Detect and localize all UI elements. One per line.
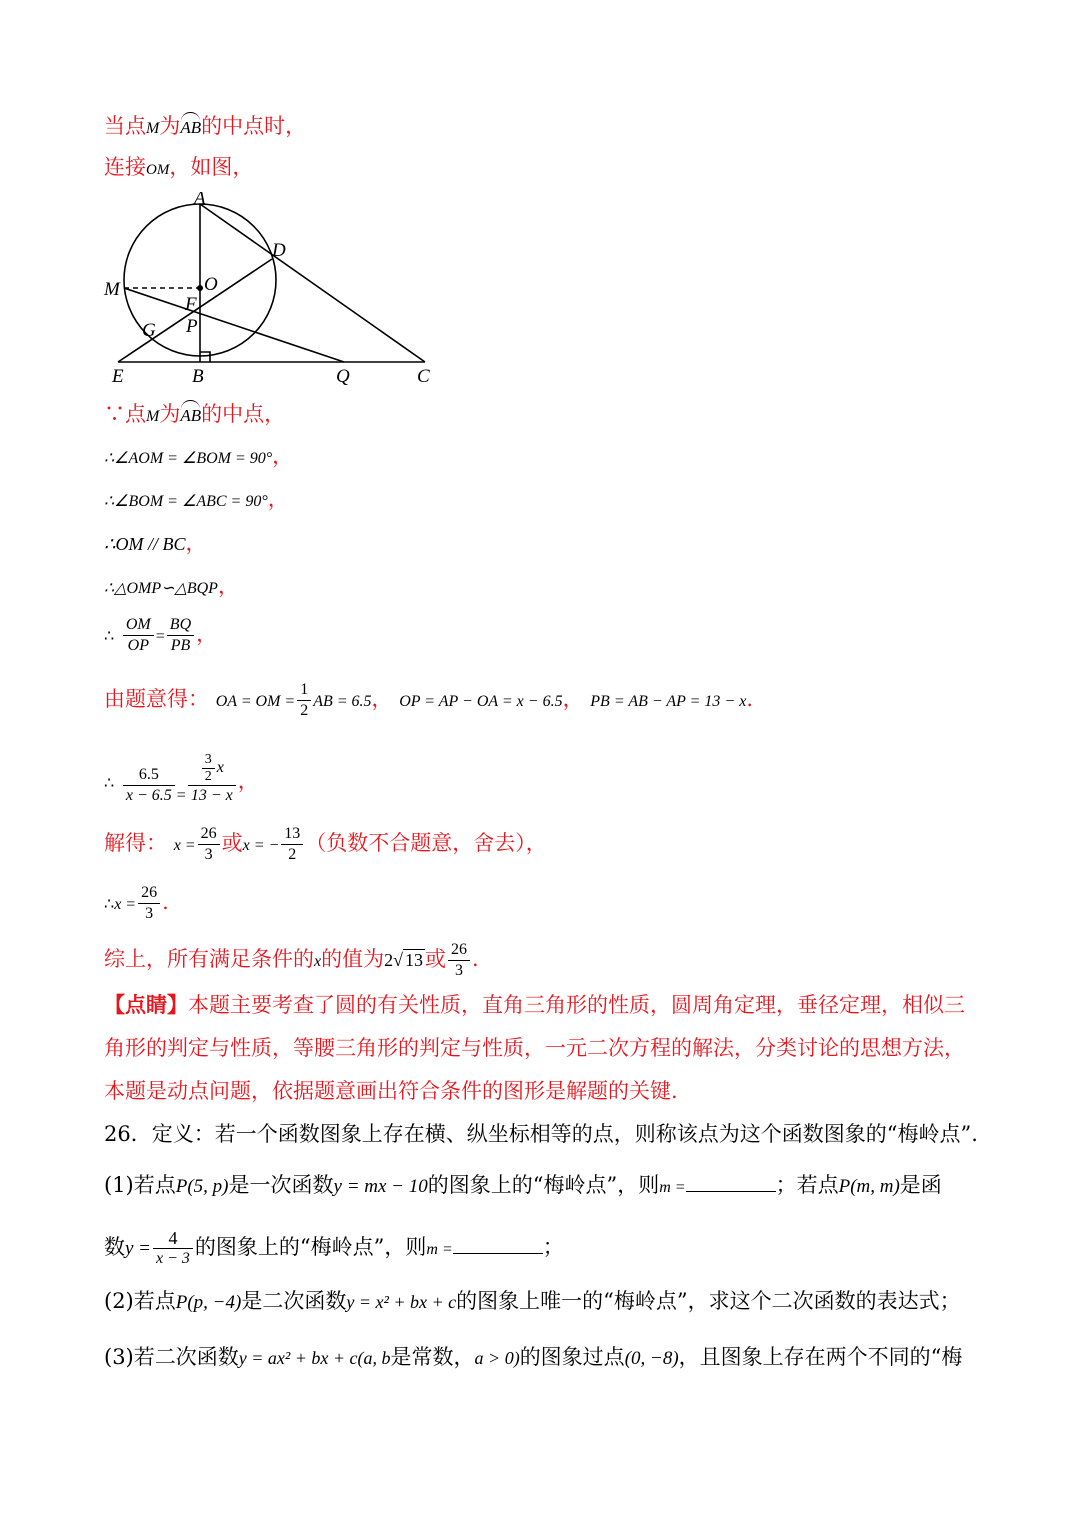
numerator: 26 (451, 941, 467, 958)
math-M: M (146, 120, 160, 137)
numerator (188, 752, 236, 785)
math: ∴∠BOM = ∠ABC = 90° (104, 493, 268, 510)
math: (0, −8) (624, 1348, 679, 1369)
math: ∴△OMP∽△BQP (104, 580, 218, 597)
text: ， (217, 574, 239, 598)
line-therefore-x (104, 883, 169, 924)
text: ∴ (104, 628, 115, 645)
fraction-26-3 (138, 883, 160, 924)
text: 的值为 (321, 947, 385, 971)
question-26-part2 (104, 1287, 961, 1317)
text: 或 (221, 831, 243, 855)
text: 是二次函数 (241, 1289, 347, 1313)
fraction-om-op (123, 615, 154, 656)
denominator: OP (123, 635, 154, 656)
numerator: 6.5 (138, 766, 159, 783)
label-A: A (194, 192, 206, 209)
math: a > 0) (474, 1348, 520, 1368)
text: ； (542, 1235, 564, 1259)
text: ；若点 (775, 1173, 839, 1197)
denominator: 2 (281, 844, 303, 865)
text: ∵点 (104, 402, 146, 426)
math: ∴OM // BC (104, 534, 186, 554)
label-E: E (112, 366, 124, 387)
math: P(p, −4) (175, 1292, 242, 1313)
text: 解得： (104, 831, 167, 855)
geometry-figure (100, 192, 440, 387)
text: 当点 (104, 114, 146, 138)
line-proportion (104, 752, 259, 810)
numerator: 3 (204, 752, 212, 767)
text: 26．定义：若一个函数图象上存在横、纵坐标相等的点，则称该点为这个函数图象的“梅岭点”. (104, 1122, 978, 1146)
math: y = ax² + bx + c(a, b (238, 1348, 391, 1368)
text: ， (267, 487, 289, 511)
arc-AB: AB (180, 110, 201, 142)
denominator: 2 (202, 768, 215, 785)
segment-mq (124, 288, 344, 362)
numerator: 4 (168, 1228, 178, 1248)
fraction-4-over-x-3 (153, 1228, 193, 1269)
question-26-part1-cont (104, 1228, 564, 1269)
denominator: 2 (297, 700, 311, 721)
question-26-definition (104, 1120, 978, 1148)
fraction-26-3 (198, 824, 220, 865)
question-26-part3 (104, 1343, 962, 1373)
text: (2)若点 (104, 1289, 176, 1313)
denominator: 13 − x (188, 785, 236, 806)
text: 为 (159, 402, 181, 426)
line-summary (104, 940, 479, 981)
line-given (104, 680, 753, 721)
numerator: BQ (169, 616, 192, 633)
math: P(5, p) (175, 1176, 229, 1197)
fraction-26-3 (448, 940, 470, 981)
answer-blank-2[interactable] (453, 1235, 543, 1254)
line-since-midpoint (104, 398, 285, 431)
math: AB = 6.5 (313, 693, 372, 710)
denominator: PB (167, 635, 194, 656)
label-P: P (186, 316, 198, 337)
text: ， (237, 769, 259, 793)
denominator: x − 3 (153, 1248, 193, 1269)
text: 是常数， (390, 1345, 475, 1369)
text: ， (371, 687, 393, 711)
math-x: x (314, 953, 322, 970)
line-midpoint-case (104, 110, 306, 143)
text: . (746, 687, 754, 711)
text: ， (185, 531, 207, 555)
fraction-bq-pb (167, 615, 194, 656)
text: 的图象上的“梅岭点”，则 (194, 1235, 427, 1259)
math-OM: OM (146, 162, 170, 178)
line-parallel (104, 529, 206, 558)
text: ∴ (104, 896, 115, 913)
label-D: D (272, 240, 286, 261)
numerator: 26 (141, 884, 158, 901)
math: x = (173, 837, 196, 854)
math: m = (426, 1241, 453, 1258)
text: 的图象过点 (519, 1345, 625, 1369)
segment-ac (200, 204, 425, 362)
fraction-13-2 (281, 824, 303, 865)
math: y = (125, 1238, 152, 1259)
math: y = x² + bx + c (346, 1292, 457, 1312)
numerator: 26 (200, 825, 217, 842)
text: 的中点， (201, 402, 286, 426)
math: OA = OM = (215, 693, 296, 710)
denominator: 3 (448, 960, 470, 981)
math: 2 (384, 950, 394, 970)
comment-label: 【点睛】 (104, 992, 188, 1017)
text: （负数不合题意，舍去）， (305, 831, 547, 855)
arc-AB: AB (180, 398, 201, 430)
line-ratio (104, 615, 217, 656)
text: 或 (425, 947, 446, 971)
math: x = − (242, 837, 280, 854)
math-x: x (216, 759, 224, 777)
math: m = (659, 1179, 686, 1196)
line-similar (104, 572, 239, 603)
text: . (472, 947, 479, 971)
answer-blank-1[interactable] (686, 1173, 776, 1192)
point-o-dot (197, 285, 203, 291)
label-C: C (417, 366, 430, 387)
line-angle-bom (104, 485, 289, 516)
label-G: G (142, 320, 156, 341)
text: ，且图象上存在两个不同的“梅 (678, 1345, 963, 1369)
text: 为 (159, 114, 181, 138)
numerator: OM (125, 616, 151, 633)
math: OP = AP − OA = x − 6.5 (399, 693, 563, 710)
numerator: 1 (300, 681, 309, 698)
math: P(m, m) (838, 1176, 900, 1197)
text: ， (272, 444, 294, 468)
text: . (162, 890, 169, 914)
text: (1)若点 (104, 1173, 176, 1197)
label-M: M (104, 279, 120, 300)
text: 的图象上的“梅岭点”，则 (427, 1173, 660, 1197)
denominator: x − 6.5 (123, 785, 175, 806)
comment-paragraph (104, 983, 976, 1113)
fraction-three-halves-x (188, 752, 236, 806)
label-F: F (185, 294, 197, 315)
math: x = (114, 896, 137, 913)
text: 由题意得： (104, 687, 209, 711)
math: y = mx − 10 (333, 1176, 428, 1197)
text: ， (196, 622, 218, 646)
line-solve (104, 824, 547, 865)
text: 综上，所有满足条件的 (104, 947, 314, 971)
sqrt-sign: √ (393, 950, 403, 970)
denominator: 3 (198, 844, 220, 865)
fraction-65 (123, 765, 175, 806)
question-26-part1 (104, 1171, 942, 1202)
label-O: O (204, 274, 218, 295)
text: 是一次函数 (228, 1173, 334, 1197)
line-angle-aom (104, 442, 293, 473)
denominator: 3 (138, 903, 160, 924)
label-Q: Q (336, 366, 350, 387)
right-angle-mark (200, 352, 210, 362)
text: = (155, 628, 165, 645)
text: 的图象上唯一的“梅岭点”，求这个二次函数的表达式； (456, 1289, 961, 1313)
fraction-half (297, 680, 311, 721)
text: ∴ (104, 775, 115, 792)
math: ∴∠AOM = ∠BOM = 90° (104, 450, 273, 467)
text: 数 (104, 1235, 125, 1259)
fraction-three-halves (202, 752, 215, 785)
text: (3)若二次函数 (104, 1345, 239, 1369)
line-connect-om (104, 153, 253, 184)
text: = (176, 787, 186, 804)
math: PB = AB − AP = 13 − x (590, 693, 747, 710)
comment-text: 本题主要考查了圆的有关性质，直角三角形的性质，圆周角定理，垂径定理，相似三角形的判定与性质，等腰三角形的判定与性质，一元二次方程的解法，分类讨论的思想方法，本题是动点问题，依据题意画出符合条件的图形是解题的关键. (104, 993, 965, 1103)
text: 的中点时， (201, 114, 307, 138)
radicand: 13 (405, 950, 423, 970)
text: ，如图， (169, 155, 254, 179)
text: 连接 (104, 155, 146, 179)
text: ， (562, 687, 584, 711)
label-B: B (192, 366, 204, 387)
math-M: M (146, 408, 160, 425)
numerator: 13 (284, 825, 301, 842)
text: 是函 (899, 1173, 942, 1197)
